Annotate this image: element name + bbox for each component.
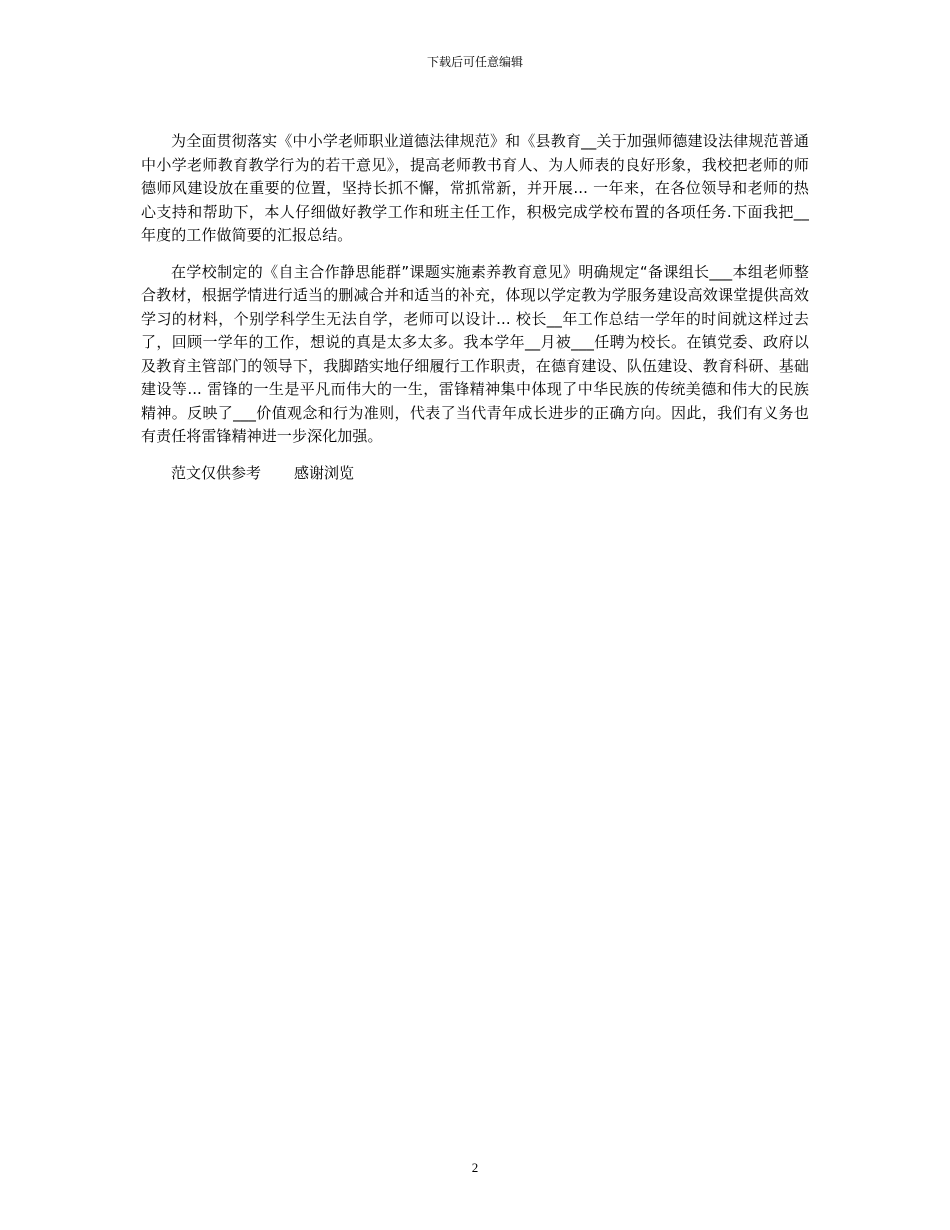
closing-thanks-note: 感谢浏览 (294, 463, 355, 482)
page-number: 2 (471, 1160, 479, 1175)
closing-reference-note: 范文仅供参考 (171, 463, 262, 482)
closing-line (141, 462, 809, 486)
paragraph-2: 在学校制定的《自主合作静思能群”课题实施素养教育意见》明确规定“备课组长___本组老师整合教材，根据学情进行适当的删减合并和适当的补充，体现以学定教为学服务建设高效课堂提供高效学习的材料，个别学科学生无法自学，老师可以设计... 校长__年工作总结一学年的时间就这样过去了，回顾一学年的工作，想说的真是太多太多。我本学年__月被___任聘为校长。在镇党委、政府以及教育主管部门的领导下，我脚踏实地仔细履行工作职责，在德育建设、队伍建设、教育科研、基础建设等... 雷锋的一生是平凡而伟大的一生，雷锋精神集中体现了中华民族的传统美德和伟大的民族精神。反映了___价值观念和行为准则，代表了当代青年成长进步的正确方向。因此，我们有义务也有责任将雷锋精神进一步深化加强。 (141, 262, 809, 445)
paragraph-1: 为全面贯彻落实《中小学老师职业道德法律规范》和《县教育__关于加强师德建设法律规范普通中小学老师教育教学行为的若干意见》，提高老师教书育人、为人师表的良好形象，我校把老师的师德师风建设放在重要的位置，坚持长抓不懈，常抓常新，并开展... 一年来，在各位领导和老师的热心支持和帮助下，本人仔细做好教学工作和班主任工作，积极完成学校布置的各项任务.下面我把__年度的工作做简要的汇报总结。 (141, 132, 809, 244)
page-header: 下载后可任意编辑 (426, 55, 523, 69)
document-body (141, 130, 809, 485)
